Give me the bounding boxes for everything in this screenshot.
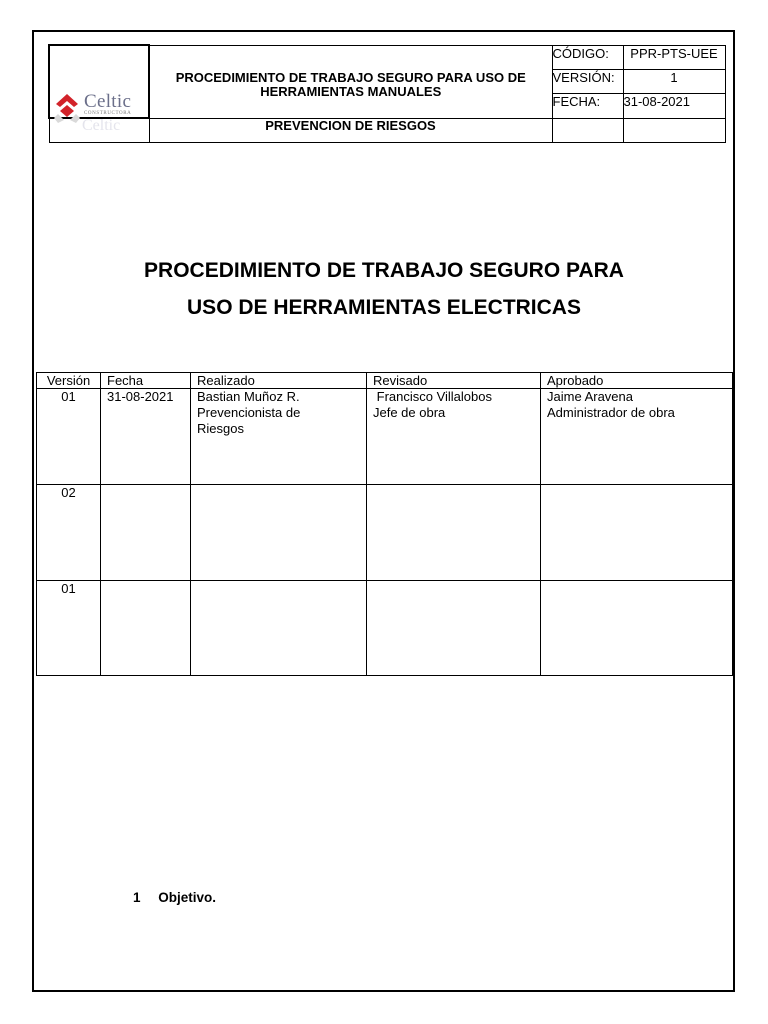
table-header-row <box>37 373 733 389</box>
date-cell: 31-08-2021 <box>101 389 191 485</box>
document-title <box>0 252 768 326</box>
date-label: FECHA: <box>552 93 623 118</box>
code-label: CÓDIGO: <box>552 45 623 69</box>
empty-cell <box>552 118 623 142</box>
table-row <box>37 389 733 485</box>
empty-cell <box>623 118 725 142</box>
aprobado-cell <box>541 485 733 581</box>
aprobado-cell <box>541 581 733 676</box>
department-label: PREVENCION DE RIESGOS <box>149 118 552 142</box>
version-value: 1 <box>623 69 725 93</box>
date-cell <box>101 485 191 581</box>
version-cell: 01 <box>37 581 101 676</box>
column-header: Versión <box>37 373 101 389</box>
document-title-line1: PROCEDIMIENTO DE TRABAJO SEGURO PARA <box>144 259 624 282</box>
table-row <box>37 485 733 581</box>
document-title-line2: USO DE HERRAMIENTAS ELECTRICAS <box>187 296 581 319</box>
column-header: Realizado <box>191 373 367 389</box>
section-heading <box>133 890 216 905</box>
column-header: Aprobado <box>541 373 733 389</box>
section-title: Objetivo. <box>158 890 217 905</box>
column-header: Revisado <box>367 373 541 389</box>
version-label: VERSIÓN: <box>552 69 623 93</box>
realizado-cell: Bastian Muñoz R. Prevencionista de Riesgos <box>191 389 367 485</box>
logo-cell <box>49 45 149 134</box>
table-row <box>37 581 733 676</box>
code-value: PPR-PTS-UEE <box>623 45 725 69</box>
revision-table <box>36 372 733 676</box>
header-table <box>48 44 726 143</box>
aprobado-cell: Jaime Aravena Administrador de obra <box>541 389 733 485</box>
revisado-cell: Francisco Villalobos Jefe de obra <box>367 389 541 485</box>
date-value: 31-08-2021 <box>623 93 725 118</box>
revisado-cell <box>367 581 541 676</box>
realizado-cell <box>191 485 367 581</box>
logo-subtitle: CONSTRUCTORA <box>84 111 132 116</box>
column-header: Fecha <box>101 373 191 389</box>
realizado-cell <box>191 581 367 676</box>
logo-cell-bottom <box>49 118 149 142</box>
date-cell <box>101 581 191 676</box>
version-cell: 01 <box>37 389 101 485</box>
section-number: 1 <box>133 890 141 905</box>
logo-reflection: Celtic <box>82 117 121 134</box>
header-title: PROCEDIMIENTO DE TRABAJO SEGURO PARA USO DE HERRAMIENTAS MANUALES <box>149 45 552 118</box>
revisado-cell <box>367 485 541 581</box>
logo-brand: Celtic <box>84 91 132 112</box>
version-cell: 02 <box>37 485 101 581</box>
